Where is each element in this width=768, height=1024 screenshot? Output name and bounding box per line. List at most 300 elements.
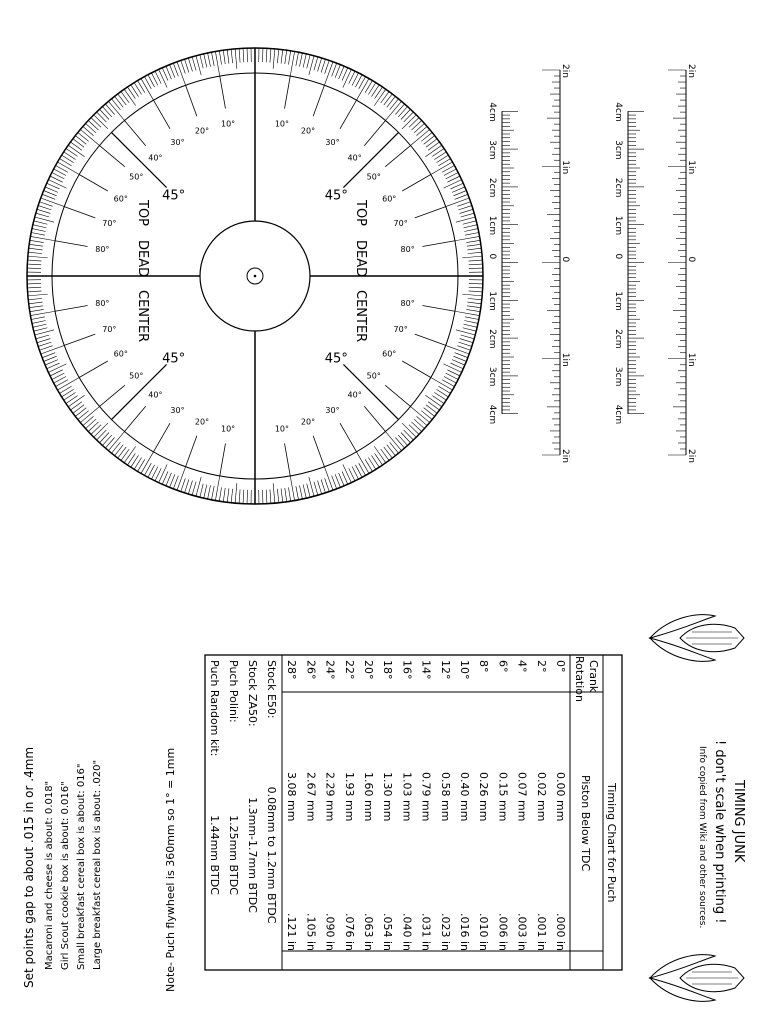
degree-tick	[215, 476, 219, 501]
degree-tick	[426, 405, 437, 413]
stock-value: 1.25mm BTDC	[227, 815, 240, 895]
degree-tick	[466, 309, 480, 311]
degree-tick	[239, 489, 240, 503]
degree-radial-line	[220, 443, 226, 475]
degree-tick	[468, 260, 482, 261]
degree-tick	[303, 54, 306, 68]
degree-tick	[436, 155, 448, 162]
degree-tick	[434, 152, 446, 160]
degree-label: 60°	[382, 194, 397, 204]
row-mm: 0.07 mm	[515, 772, 529, 822]
degree-tick	[343, 465, 351, 483]
degree-tick	[196, 477, 201, 496]
row-mm: 0.02 mm	[534, 772, 548, 822]
degree-tick	[390, 99, 399, 110]
degree-tick	[266, 490, 267, 504]
degree-tick	[227, 50, 229, 64]
degree-radial-line	[154, 100, 171, 129]
row-inch: .076 in	[342, 913, 356, 952]
degree-tick	[464, 324, 478, 327]
degree-tick	[296, 52, 299, 66]
degree-tick	[412, 422, 422, 432]
degree-tick	[375, 87, 383, 99]
degree-tick	[461, 213, 474, 217]
degree-tick	[463, 328, 477, 331]
degree-tick	[414, 419, 424, 428]
label-dead-right: DEAD	[353, 240, 368, 278]
degree-tick	[421, 133, 432, 142]
degree-tick	[285, 50, 287, 64]
degree-tick	[134, 83, 141, 95]
degree-tick	[71, 142, 82, 150]
degree-tick	[384, 447, 392, 458]
degree-tick	[48, 364, 66, 372]
degree-tick	[31, 317, 45, 320]
degree-tick	[459, 206, 472, 210]
note-line: Small breakfast cereal box is about: 016"	[76, 763, 87, 970]
degree-label: 40°	[347, 390, 362, 400]
degree-tick	[121, 92, 129, 103]
cm-label: 3cm	[613, 140, 623, 160]
degree-radial-line	[220, 76, 226, 108]
cm-label: 2cm	[487, 177, 497, 198]
stock-value: 1.44mm BTDC	[208, 815, 221, 895]
cm-label: 2cm	[613, 329, 623, 349]
degree-tick	[309, 56, 314, 75]
degree-tick	[285, 488, 287, 502]
degree-tick	[281, 488, 283, 502]
degree-radial-line	[125, 406, 146, 431]
degree-tick	[121, 449, 129, 460]
degree-tick	[460, 339, 473, 343]
degree-radial-line	[125, 120, 146, 145]
degree-tick	[34, 221, 48, 224]
degree-tick	[325, 478, 330, 491]
degree-tick	[318, 58, 322, 71]
degree-tick	[38, 342, 51, 346]
degree-tick	[374, 446, 385, 462]
cm-label: 2cm	[613, 177, 623, 198]
degree-tick	[464, 225, 478, 228]
degree-tick	[71, 402, 82, 410]
degree-45-label: 45°	[324, 188, 348, 204]
degree-tick	[48, 180, 66, 188]
degree-tick	[446, 198, 469, 207]
degree-tick	[35, 217, 54, 222]
degree-tick	[196, 56, 201, 75]
degree-tick	[100, 433, 110, 443]
degree-tick	[68, 145, 84, 156]
row-inch: .031 in	[419, 913, 433, 952]
degree-tick	[390, 442, 399, 453]
degree-tick	[469, 287, 483, 288]
degree-tick	[100, 109, 110, 119]
degree-tick	[177, 62, 186, 85]
row-degree: 14°	[419, 660, 433, 680]
degree-radial-line	[79, 175, 108, 192]
row-mm: 0.26 mm	[477, 772, 491, 822]
row-inch: .063 in	[362, 913, 375, 952]
inch-label: 1in	[560, 160, 570, 175]
degree-tick	[91, 118, 101, 128]
degree-tick	[41, 345, 64, 354]
degree-tick	[44, 356, 57, 361]
degree-tick	[185, 59, 189, 72]
degree-tick	[436, 389, 448, 396]
degree-tick	[64, 152, 76, 160]
degree-tick	[462, 256, 482, 258]
degree-tick	[463, 221, 477, 224]
degree-tick	[37, 339, 50, 343]
degree-tick	[64, 393, 76, 401]
degree-tick	[128, 453, 136, 465]
inch-label: 1in	[686, 160, 696, 175]
degree-tick	[29, 248, 43, 250]
degree-tick	[428, 402, 439, 410]
degree-tick	[381, 449, 389, 460]
row-degree: 26°	[304, 660, 318, 680]
degree-tick	[62, 155, 74, 162]
degree-label: 70°	[393, 325, 408, 335]
degree-tick	[33, 225, 47, 228]
table-rows	[285, 660, 567, 951]
degree-tick	[455, 311, 480, 315]
degree-tick	[270, 489, 271, 503]
degree-tick	[332, 63, 337, 76]
degree-tick	[318, 481, 322, 494]
degree-radial-line	[340, 423, 357, 452]
degree-tick	[368, 457, 375, 469]
row-mm: 1.30 mm	[381, 772, 395, 822]
degree-label: 20°	[194, 417, 210, 427]
inch-label: 0	[560, 256, 570, 263]
degree-tick	[173, 63, 178, 76]
degree-tick	[223, 488, 225, 502]
degree-tick	[170, 65, 175, 78]
degree-tick	[235, 483, 237, 503]
degree-label: 20°	[300, 417, 316, 427]
degree-label: 50°	[366, 172, 381, 182]
row-mm: 1.93 mm	[342, 772, 356, 822]
degree-tick	[173, 476, 178, 489]
degree-tick	[335, 65, 340, 78]
degree-45-label: 45°	[162, 188, 186, 204]
note-line: Large breakfast cereal box is about: .020"	[92, 759, 103, 970]
degree-tick	[456, 217, 475, 222]
inch-label: 1in	[560, 352, 570, 367]
degree-label: 80°	[95, 298, 110, 308]
degree-tick	[102, 107, 111, 117]
row-inch: .105 in	[304, 913, 318, 952]
degree-tick	[290, 51, 294, 76]
degree-tick	[468, 291, 482, 292]
degree-tick	[468, 252, 482, 253]
degree-45-label: 45°	[324, 351, 348, 367]
degree-tick	[309, 477, 314, 496]
degree-tick	[307, 484, 310, 498]
degree-tick	[200, 55, 203, 69]
degree-tick	[434, 393, 446, 401]
degree-tick	[456, 330, 475, 335]
degree-tick	[438, 386, 450, 393]
corn-icon	[650, 615, 744, 662]
row-degree: 2°	[534, 660, 548, 673]
inch-label: 2in	[686, 64, 696, 78]
degree-tick	[343, 69, 351, 87]
degree-tick	[417, 416, 428, 425]
degree-tick	[28, 252, 42, 253]
degree-tick	[385, 432, 401, 451]
degree-tick	[425, 395, 441, 406]
degree-tick	[33, 324, 47, 327]
degree-tick	[78, 133, 89, 142]
degree-tick	[192, 482, 196, 495]
degree-tick	[467, 248, 481, 250]
degree-tick	[426, 139, 437, 147]
degree-radial-line	[99, 385, 124, 406]
degree-tick	[424, 136, 435, 145]
degree-tick	[208, 53, 211, 67]
degree-tick	[465, 232, 479, 235]
cm-label: 3cm	[487, 366, 497, 387]
center-dot	[254, 275, 257, 278]
degree-tick	[455, 236, 480, 240]
corn-icon	[650, 955, 744, 1002]
degree-tick	[83, 416, 94, 425]
degree-tick	[395, 104, 404, 115]
degree-tick	[324, 467, 333, 490]
row-degree: 8°	[477, 660, 491, 673]
degree-tick	[404, 112, 414, 122]
degree-tick	[223, 50, 225, 64]
degree-radial-line	[313, 85, 324, 116]
cm-label: 4cm	[487, 102, 497, 122]
degree-tick	[86, 123, 96, 132]
cm-label: 3cm	[487, 140, 497, 160]
inch-label: 2in	[560, 64, 570, 78]
degree-tick	[73, 405, 84, 413]
degree-tick	[461, 335, 474, 339]
degree-tick	[398, 435, 407, 445]
label-center-left: CENTER	[135, 290, 150, 343]
degree-tick	[404, 430, 414, 440]
row-mm: 1.60 mm	[362, 772, 375, 822]
degree-tick	[28, 298, 42, 299]
row-degree: 10°	[458, 660, 471, 680]
degree-tick	[28, 291, 42, 292]
degree-tick	[372, 85, 380, 97]
degree-tick	[80, 406, 99, 422]
degree-label: 30°	[170, 406, 185, 416]
degree-tick	[365, 459, 372, 471]
row-mm: 0.79 mm	[419, 772, 433, 822]
notes	[22, 680, 204, 1010]
degree-tick	[177, 467, 186, 490]
row-degree: 22°	[342, 660, 356, 680]
row-inch: .010 in	[477, 913, 491, 952]
degree-tick	[188, 481, 192, 494]
degree-tick	[411, 406, 430, 422]
stock-value: 1.3mm-1.7mm BTDC	[246, 797, 259, 913]
degree-label: 70°	[102, 218, 117, 228]
stock-label: Stock E50:	[265, 660, 278, 719]
degree-tick	[290, 476, 294, 501]
degree-tick	[464, 320, 478, 323]
degree-tick	[105, 104, 114, 115]
degree-label: 30°	[170, 137, 185, 147]
timing-table	[205, 655, 622, 970]
degree-tick	[421, 411, 432, 420]
degree-tick	[73, 139, 84, 147]
degree-tick	[385, 101, 401, 120]
degree-tick	[181, 478, 186, 491]
degree-tick	[444, 364, 462, 372]
degree-radial-line	[402, 361, 431, 378]
degree-tick	[444, 180, 462, 188]
row-degree: 24°	[323, 660, 337, 680]
stock-label: Puch Polini:	[227, 660, 240, 723]
row-degree: 6°	[496, 660, 510, 673]
degree-tick	[29, 302, 43, 304]
degree-label: 70°	[393, 218, 408, 228]
degree-tick	[28, 260, 42, 261]
row-inch: .040 in	[400, 913, 414, 952]
degree-tick	[425, 145, 441, 156]
degree-tick	[159, 465, 167, 483]
row-inch: .121 in	[285, 913, 299, 952]
degree-label: 80°	[400, 245, 415, 255]
degree-tick	[469, 264, 483, 265]
degree-tick	[299, 485, 302, 499]
degree-radial-line	[385, 146, 410, 167]
degree-tick	[36, 335, 49, 339]
degree-tick	[296, 486, 299, 500]
degree-tick	[32, 229, 46, 232]
degree-tick	[428, 142, 439, 150]
row-mm: 3.08 mm	[285, 772, 299, 822]
degree-tick	[131, 85, 139, 97]
protractor	[27, 48, 483, 504]
degree-tick	[39, 346, 52, 351]
degree-tick	[314, 57, 318, 70]
degree-tick	[401, 109, 411, 119]
degree-tick	[181, 60, 186, 73]
degree-tick	[307, 55, 310, 69]
degree-tick	[60, 159, 72, 166]
inch-label: 2in	[686, 449, 696, 463]
degree-tick	[231, 489, 232, 503]
cm-label: 1cm	[613, 215, 623, 236]
row-degree: 18°	[381, 660, 395, 680]
degree-label: 50°	[366, 371, 381, 381]
degree-tick	[200, 484, 203, 498]
degree-radial-line	[402, 175, 431, 192]
degree-tick	[38, 206, 51, 210]
degree-radial-line	[186, 436, 197, 467]
col-header-piston: Piston Below TDC	[579, 775, 592, 872]
cm-label: 1cm	[613, 291, 623, 311]
degree-label: 10°	[220, 119, 236, 129]
degree-tick	[299, 53, 302, 67]
degree-tick	[243, 490, 244, 504]
degree-tick	[188, 58, 192, 71]
cm-label: 4cm	[487, 404, 497, 425]
stock-label: Puch Random kit:	[208, 660, 221, 757]
degree-tick	[324, 62, 333, 85]
row-degree: 20°	[362, 660, 375, 680]
degree-tick	[387, 445, 396, 456]
degree-tick	[281, 50, 283, 64]
degree-tick	[270, 49, 271, 63]
degree-tick	[215, 51, 219, 76]
degree-tick	[29, 306, 43, 308]
degree-label: 40°	[148, 153, 163, 163]
cm-label: 4cm	[613, 404, 623, 425]
ruler-right	[613, 64, 696, 463]
degree-label: 80°	[400, 298, 415, 308]
degree-tick	[66, 149, 78, 157]
degree-label: 70°	[102, 325, 117, 335]
degree-tick	[30, 240, 44, 242]
degree-tick	[211, 486, 214, 500]
degree-tick	[97, 112, 107, 122]
degree-tick	[467, 306, 481, 308]
row-degree: 4°	[515, 660, 529, 673]
degree-tick	[68, 395, 84, 406]
degree-radial-line	[415, 334, 446, 345]
degree-tick	[35, 330, 54, 335]
stock-label: Stock ZA50:	[246, 660, 259, 727]
degree-tick	[424, 408, 435, 417]
degree-tick	[288, 487, 290, 501]
degree-tick	[32, 320, 46, 323]
degree-tick	[417, 126, 428, 135]
row-inch: .023 in	[438, 913, 452, 952]
degree-tick	[462, 294, 482, 296]
degree-tick	[204, 485, 207, 499]
degree-tick	[219, 487, 221, 501]
degree-tick	[124, 89, 135, 105]
degree-tick	[273, 483, 275, 503]
degree-tick	[332, 476, 337, 489]
cm-label: 1cm	[487, 291, 497, 311]
row-mm: 0.58 mm	[438, 772, 452, 822]
degree-label: 40°	[347, 153, 362, 163]
degree-tick	[27, 264, 41, 265]
degree-radial-line	[340, 100, 357, 129]
degree-tick	[374, 89, 385, 105]
setpoints-text: Set points gap to about .015 in or .4mm	[22, 746, 36, 988]
degree-tick	[211, 52, 214, 66]
degree-radial-line	[186, 85, 197, 116]
degree-tick	[401, 433, 411, 443]
degree-tick	[86, 419, 96, 428]
degree-tick	[227, 488, 229, 502]
row-degree: 0°	[554, 660, 567, 673]
degree-tick	[108, 432, 124, 451]
degree-tick	[36, 213, 49, 217]
degree-tick	[88, 121, 98, 131]
degree-tick	[453, 356, 466, 361]
inch-label: 2in	[560, 449, 570, 463]
degree-radial-line	[422, 241, 454, 247]
degree-radial-line	[364, 120, 385, 145]
degree-tick	[115, 96, 124, 107]
source-note: Info copied from Wiki and other sources.	[697, 746, 707, 929]
row-mm: 2.29 mm	[323, 772, 337, 822]
degree-tick	[219, 51, 221, 65]
degree-radial-line	[154, 423, 171, 452]
